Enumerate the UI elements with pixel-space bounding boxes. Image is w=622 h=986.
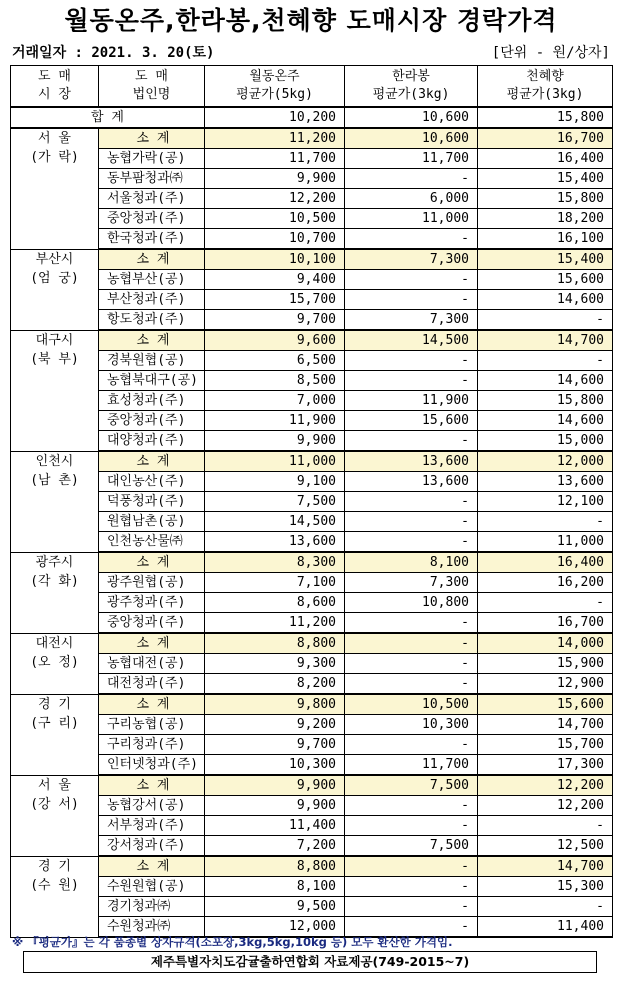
org-text: 수원청과㈜: [107, 918, 171, 934]
table-row: [11, 735, 613, 755]
table-row: [11, 371, 613, 391]
table-row: [11, 189, 613, 209]
price-cell: -: [345, 169, 478, 189]
price-cell: 14,700: [478, 856, 613, 877]
subtotal-label: [99, 330, 205, 351]
org-name: [99, 371, 205, 391]
price-cell: 16,700: [478, 613, 613, 634]
price-cell: 9,600: [205, 330, 345, 351]
price-cell: 14,600: [478, 411, 613, 431]
org-name: [99, 836, 205, 857]
source-box: 제주특별자치도감귤출하연합회 자료제공(749-2015~7): [23, 951, 597, 973]
org-text: 대전청과(주): [107, 675, 186, 691]
org-text: 농협강서(공): [107, 797, 186, 813]
org-text: 중앙청과(주): [107, 412, 186, 428]
price-cell: 7,300: [345, 573, 478, 593]
org-text: 소 계: [136, 777, 170, 793]
price-cell: 11,700: [345, 149, 478, 169]
price-cell: 15,600: [478, 270, 613, 290]
price-cell: -: [345, 735, 478, 755]
table-row: [11, 310, 613, 331]
market-name: 대전시: [35, 635, 74, 651]
org-text: 부산청과(주): [107, 291, 186, 307]
page-title: 월동온주,한라봉,천혜향 도매시장 경락가격: [64, 6, 558, 35]
total-value: 15,800: [478, 107, 613, 128]
table-row: [11, 169, 613, 189]
market-name: 광주시: [35, 554, 74, 570]
org-name: [99, 189, 205, 209]
table-row: [11, 209, 613, 229]
price-cell: 13,600: [345, 472, 478, 492]
market-name: 경 기: [38, 696, 71, 712]
org-text: 강서청과(주): [107, 837, 186, 853]
org-name: [99, 816, 205, 836]
market-cell: [11, 856, 99, 937]
table-row: [11, 290, 613, 310]
subtotal-row: [11, 856, 613, 877]
price-cell: 14,700: [478, 715, 613, 735]
price-cell: 7,300: [345, 249, 478, 270]
price-cell: 13,600: [205, 532, 345, 553]
price-cell: 13,600: [478, 472, 613, 492]
table-row: [11, 472, 613, 492]
price-cell: 15,700: [205, 290, 345, 310]
price-cell: 8,800: [205, 633, 345, 654]
price-cell: 11,900: [205, 411, 345, 431]
market-cell: [11, 128, 99, 249]
price-cell: -: [345, 270, 478, 290]
price-cell: 12,200: [478, 796, 613, 816]
subtotal-row: [11, 552, 613, 573]
price-cell: -: [345, 897, 478, 917]
price-cell: 15,400: [478, 249, 613, 270]
price-cell: 10,600: [345, 128, 478, 149]
subtotal-row: [11, 330, 613, 351]
header-cheonhyehyang: 천혜향 평균가(3kg): [478, 66, 613, 108]
price-cell: 12,200: [205, 189, 345, 209]
org-text: 대양청과(주): [107, 432, 186, 448]
org-text: 원협남촌(공): [107, 513, 186, 529]
org-name: [99, 270, 205, 290]
price-cell: -: [345, 917, 478, 938]
table-row: [11, 654, 613, 674]
subtotal-row: [11, 249, 613, 270]
table-row: [11, 816, 613, 836]
org-name: [99, 149, 205, 169]
org-text: 소 계: [136, 696, 170, 712]
market-area: (엄 궁): [30, 270, 79, 286]
org-text: 농협북대구(공): [107, 372, 199, 388]
price-cell: 7,100: [205, 573, 345, 593]
header-winter-mandarin: 월동온주 평균가(5kg): [205, 66, 345, 108]
subtotal-row: [11, 451, 613, 472]
org-text: 소 계: [136, 554, 170, 570]
table-row: [11, 877, 613, 897]
market-cell: [11, 552, 99, 633]
table-row: [11, 755, 613, 776]
price-cell: 11,000: [478, 532, 613, 553]
price-cell: 15,300: [478, 877, 613, 897]
org-name: [99, 877, 205, 897]
price-cell: 11,000: [345, 209, 478, 229]
subtotal-label: [99, 856, 205, 877]
org-text: 인터넷청과(주): [107, 756, 199, 772]
price-cell: 16,400: [478, 149, 613, 169]
table-row: [11, 613, 613, 634]
market-cell: [11, 249, 99, 330]
price-cell: 9,300: [205, 654, 345, 674]
org-name: [99, 674, 205, 695]
table-row: [11, 796, 613, 816]
org-name: [99, 593, 205, 613]
market-name: 경 기: [38, 858, 71, 874]
table-row: [11, 270, 613, 290]
price-cell: 15,600: [345, 411, 478, 431]
table-row: [11, 351, 613, 371]
price-cell: 11,900: [345, 391, 478, 411]
org-text: 수원원협(공): [107, 878, 186, 894]
price-cell: 13,600: [345, 451, 478, 472]
price-cell: 12,500: [478, 836, 613, 857]
org-text: 구리농협(공): [107, 716, 186, 732]
market-name: 서 울: [38, 131, 71, 146]
table-row: [11, 897, 613, 917]
price-cell: -: [345, 492, 478, 512]
org-name: [99, 229, 205, 250]
price-cell: 6,500: [205, 351, 345, 371]
price-cell: 10,800: [345, 593, 478, 613]
subtotal-label: [99, 128, 205, 149]
org-name: [99, 290, 205, 310]
market-cell: [11, 775, 99, 856]
org-text: 중앙청과(주): [107, 210, 186, 226]
price-cell: 11,000: [205, 451, 345, 472]
table-row: [11, 573, 613, 593]
price-cell: 12,200: [478, 775, 613, 796]
org-text: 소 계: [136, 130, 170, 146]
price-cell: 9,100: [205, 472, 345, 492]
org-text: 효성청과(주): [107, 392, 186, 408]
price-cell: 8,100: [345, 552, 478, 573]
price-cell: 9,900: [205, 169, 345, 189]
price-cell: 10,500: [345, 694, 478, 715]
subtotal-label: [99, 775, 205, 796]
org-name: [99, 613, 205, 634]
org-name: [99, 209, 205, 229]
price-cell: 6,000: [345, 189, 478, 209]
market-area: (가 락): [30, 150, 79, 165]
price-cell: -: [478, 512, 613, 532]
market-cell: [11, 451, 99, 552]
market-area: (북 부): [30, 351, 79, 367]
price-cell: -: [345, 613, 478, 634]
price-cell: 18,200: [478, 209, 613, 229]
org-text: 소 계: [136, 635, 170, 651]
table-row: [11, 715, 613, 735]
price-cell: 12,000: [205, 917, 345, 938]
org-text: 농협부산(공): [107, 271, 186, 287]
table-row: [11, 411, 613, 431]
price-cell: 12,100: [478, 492, 613, 512]
price-cell: 9,900: [205, 775, 345, 796]
price-cell: -: [478, 310, 613, 331]
subtotal-row: [11, 775, 613, 796]
table-row: [11, 492, 613, 512]
market-cell: [11, 694, 99, 775]
price-cell: 15,400: [478, 169, 613, 189]
org-text: 광주청과(주): [107, 594, 186, 610]
price-cell: 14,500: [345, 330, 478, 351]
price-cell: -: [345, 532, 478, 553]
org-name: [99, 472, 205, 492]
price-cell: 7,500: [205, 492, 345, 512]
org-text: 경기청과㈜: [107, 898, 171, 914]
price-cell: 9,700: [205, 735, 345, 755]
table-row: [11, 593, 613, 613]
market-area: (수 원): [30, 877, 79, 893]
price-cell: -: [345, 229, 478, 250]
org-text: 중앙청과(주): [107, 614, 186, 630]
price-cell: 16,400: [478, 552, 613, 573]
price-cell: 15,800: [478, 391, 613, 411]
subtotal-label: [99, 249, 205, 270]
price-cell: 9,200: [205, 715, 345, 735]
org-text: 농협대전(공): [107, 655, 186, 671]
subtotal-label: [99, 694, 205, 715]
org-text: 동부팜청과㈜: [107, 170, 183, 186]
price-cell: 10,700: [205, 229, 345, 250]
header-hallabong: 한라봉 평균가(3kg): [345, 66, 478, 108]
org-text: 구리청과(주): [107, 736, 186, 752]
subtotal-label: [99, 633, 205, 654]
total-value: 10,200: [205, 107, 345, 128]
table-row: [11, 512, 613, 532]
org-text: 소 계: [136, 251, 170, 267]
org-name: [99, 755, 205, 776]
price-cell: 8,200: [205, 674, 345, 695]
price-cell: 11,400: [205, 816, 345, 836]
org-name: [99, 897, 205, 917]
org-text: 항도청과(주): [107, 311, 186, 327]
org-text: 소 계: [136, 453, 170, 469]
price-cell: -: [478, 897, 613, 917]
total-label: 합 계: [11, 107, 205, 128]
org-text: 인천농산물㈜: [107, 533, 183, 549]
price-cell: -: [478, 351, 613, 371]
org-text: 경북원협(공): [107, 352, 186, 368]
price-cell: 12,000: [478, 451, 613, 472]
price-cell: 15,700: [478, 735, 613, 755]
org-name: [99, 573, 205, 593]
price-cell: 8,100: [205, 877, 345, 897]
price-cell: -: [345, 633, 478, 654]
price-cell: 9,800: [205, 694, 345, 715]
subtotal-row: [11, 633, 613, 654]
price-cell: 7,000: [205, 391, 345, 411]
subtotal-label: [99, 451, 205, 472]
price-cell: 14,000: [478, 633, 613, 654]
org-name: [99, 431, 205, 452]
price-cell: 7,500: [345, 836, 478, 857]
market-area: (각 화): [30, 573, 79, 589]
price-cell: -: [478, 816, 613, 836]
org-name: [99, 391, 205, 411]
price-cell: 10,300: [345, 715, 478, 735]
price-cell: 17,300: [478, 755, 613, 776]
price-cell: 9,900: [205, 796, 345, 816]
subtotal-row: [11, 694, 613, 715]
price-cell: 11,200: [205, 128, 345, 149]
org-name: [99, 169, 205, 189]
price-cell: 7,200: [205, 836, 345, 857]
org-text: 한국청과(주): [107, 230, 186, 246]
price-cell: 16,700: [478, 128, 613, 149]
price-cell: 11,400: [478, 917, 613, 938]
price-cell: 10,300: [205, 755, 345, 776]
price-cell: -: [345, 816, 478, 836]
price-cell: 15,000: [478, 431, 613, 452]
price-cell: -: [345, 674, 478, 695]
org-name: [99, 715, 205, 735]
org-text: 농협가락(공): [107, 150, 186, 166]
org-text: 대인농산(주): [107, 473, 186, 489]
price-cell: -: [478, 593, 613, 613]
price-cell: -: [345, 431, 478, 452]
market-name: 서 울: [38, 777, 71, 793]
trade-date: 거래일자 : 2021. 3. 20(토): [12, 45, 215, 61]
market-name: 대구시: [35, 332, 74, 348]
price-cell: -: [345, 796, 478, 816]
org-text: 서부청과(주): [107, 817, 186, 833]
org-text: 덕풍청과(주): [107, 493, 186, 509]
org-name: [99, 310, 205, 331]
price-cell: 14,700: [478, 330, 613, 351]
market-name: 부산시: [35, 251, 74, 267]
table-row: [11, 431, 613, 452]
price-cell: -: [345, 654, 478, 674]
table-row: [11, 674, 613, 695]
price-table: [10, 65, 613, 938]
price-cell: 15,900: [478, 654, 613, 674]
total-value: 10,600: [345, 107, 478, 128]
org-name: [99, 654, 205, 674]
org-name: [99, 796, 205, 816]
header-row: [11, 66, 613, 108]
price-cell: 8,800: [205, 856, 345, 877]
price-cell: -: [345, 290, 478, 310]
org-name: [99, 512, 205, 532]
price-cell: 9,700: [205, 310, 345, 331]
market-area: (강 서): [30, 796, 79, 812]
price-cell: 16,200: [478, 573, 613, 593]
footnote: ※ 『평균가』는 각 품종별 상자규격(소포장,3kg,5kg,10kg 등) 모두 환산한 가격임.: [12, 935, 453, 949]
table-row: [11, 391, 613, 411]
price-cell: 8,600: [205, 593, 345, 613]
price-cell: 11,700: [205, 149, 345, 169]
price-cell: 15,800: [478, 189, 613, 209]
total-row: [11, 107, 613, 128]
price-cell: 14,600: [478, 371, 613, 391]
org-text: 서울청과(주): [107, 190, 186, 206]
price-cell: 10,100: [205, 249, 345, 270]
header-market: 도 매 시 장: [11, 66, 99, 108]
org-name: [99, 492, 205, 512]
price-cell: 14,500: [205, 512, 345, 532]
org-text: 광주원협(공): [107, 574, 186, 590]
subtotal-label: [99, 552, 205, 573]
market-cell: [11, 330, 99, 451]
market-area: (오 정): [30, 654, 79, 670]
price-cell: -: [345, 351, 478, 371]
market-area: (남 촌): [30, 472, 79, 488]
org-text: 소 계: [136, 858, 170, 874]
price-cell: 9,900: [205, 431, 345, 452]
org-name: [99, 351, 205, 371]
org-text: 소 계: [136, 332, 170, 348]
price-cell: 9,400: [205, 270, 345, 290]
price-cell: 8,300: [205, 552, 345, 573]
market-cell: [11, 633, 99, 694]
table-row: [11, 149, 613, 169]
price-cell: 10,500: [205, 209, 345, 229]
price-cell: 12,900: [478, 674, 613, 695]
price-cell: -: [345, 877, 478, 897]
market-name: 인천시: [35, 453, 74, 469]
price-cell: -: [345, 512, 478, 532]
price-cell: 8,500: [205, 371, 345, 391]
price-cell: 7,500: [345, 775, 478, 796]
table-row: [11, 836, 613, 857]
subtotal-row: [11, 128, 613, 149]
price-cell: 11,200: [205, 613, 345, 634]
table-row: [11, 532, 613, 553]
price-cell: 14,600: [478, 290, 613, 310]
org-name: [99, 411, 205, 431]
price-cell: -: [345, 371, 478, 391]
market-area: (구 리): [30, 715, 79, 731]
price-cell: -: [345, 856, 478, 877]
header-org: 도 매 법인명: [99, 66, 205, 108]
price-cell: 11,700: [345, 755, 478, 776]
price-cell: 16,100: [478, 229, 613, 250]
price-cell: 7,300: [345, 310, 478, 331]
price-cell: 15,600: [478, 694, 613, 715]
unit-label: [단위 - 원/상자]: [491, 45, 610, 61]
price-cell: 9,500: [205, 897, 345, 917]
org-name: [99, 735, 205, 755]
table-row: [11, 229, 613, 250]
org-name: [99, 532, 205, 553]
